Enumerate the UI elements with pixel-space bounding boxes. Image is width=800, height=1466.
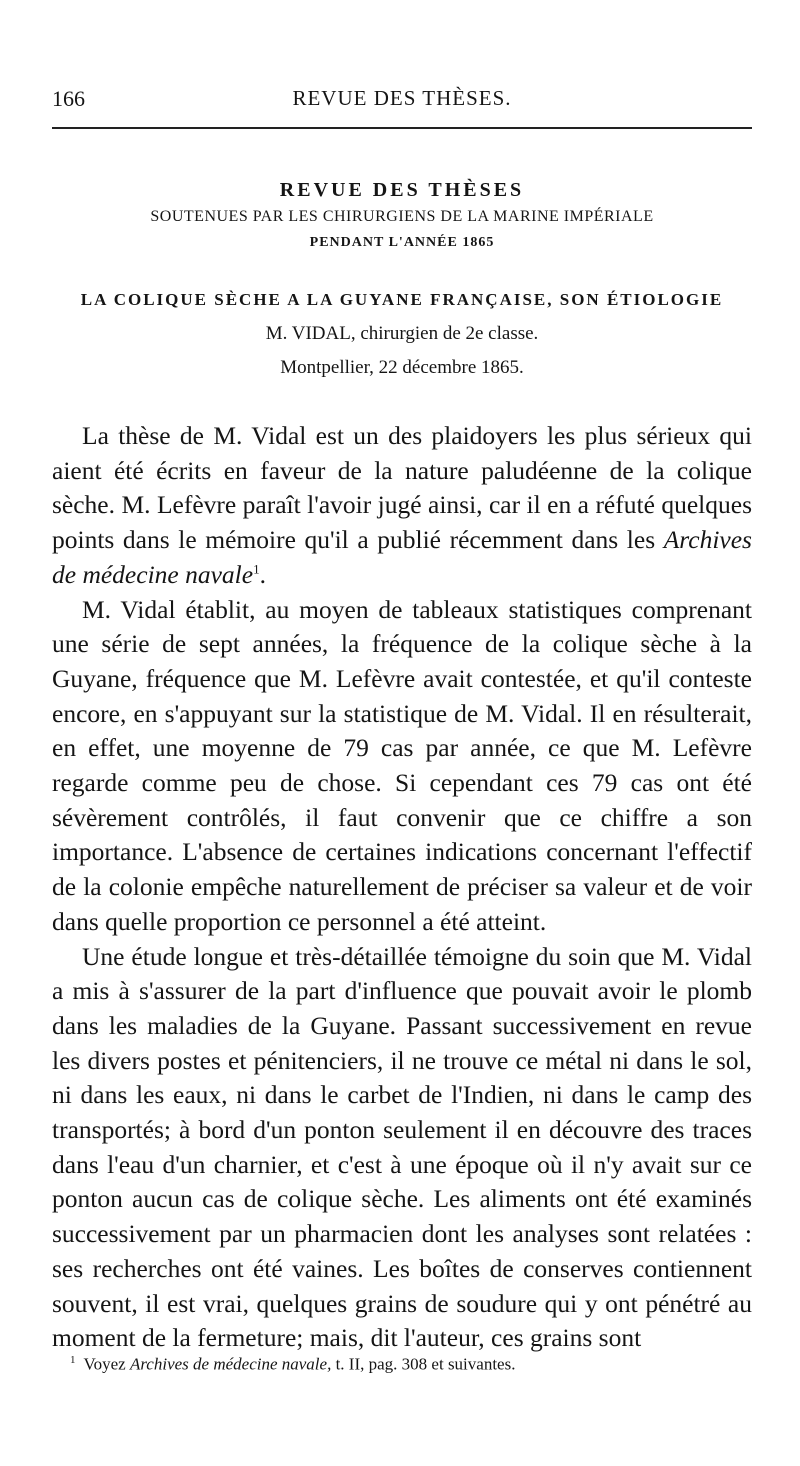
- footnote-journal-title: Archives de médecine navale,: [129, 1354, 332, 1374]
- title-block: [52, 178, 752, 380]
- thesis-place-date: Montpellier, 22 décembre 1865.: [280, 357, 524, 378]
- paragraph-1: [52, 419, 752, 593]
- footnote: [70, 1348, 752, 1377]
- footnote-text: Voyez: [83, 1354, 130, 1374]
- paragraph-1-end: .: [259, 559, 266, 589]
- journal-title: Archives de médecine navale: [52, 525, 752, 589]
- paragraph-3: Une étude longue et très-détaillée témoigne du soin que M. Vidal a mis à s'assurer de la part d'influence que pouvait avoir le plomb dans les maladies de la Guyane. Passant successivement en revue les divers postes et pénitenciers, il ne trouve ce métal ni dans le sol, ni dans les eaux, ni dans le carbet de l'Indien, ni dans le camp des transportés; à bord d'un ponton seulement il en découvre des traces dans l'eau d'un charnier, et c'est à une époque où il n'y avait sur ce ponton aucun cas de colique sèche. Les aliments ont été examinés successivement par un pharmacien dont les analyses sont relatées : ses recherches ont été vaines. Les boîtes de conserves contiennent souvent, il est vrai, quelques grains de soudure qui y ont pénétré au moment de la fermeture; mais, dit l'auteur, ces grains sont: [52, 941, 752, 1353]
- section-subtitle: SOUTENUES PAR LES CHIRURGIENS DE LA MARINE IMPÉRIALE: [150, 208, 654, 225]
- section-year: PENDANT L'ANNÉE 1865: [309, 235, 495, 250]
- footnote-text-end: t. II, pag. 308 et suivantes.: [331, 1354, 516, 1374]
- thesis-title: LA COLIQUE SÈCHE A LA GUYANE FRANÇAISE, SON ÉTIOLOGIE: [80, 290, 724, 309]
- section-title: REVUE DES THÈSES: [279, 179, 525, 201]
- footnote-mark: 1: [70, 1354, 76, 1366]
- header-rule: [52, 127, 752, 129]
- page-number: 166: [52, 86, 85, 111]
- running-header: [52, 86, 752, 116]
- body-text: [52, 419, 752, 1356]
- paragraph-1-text: La thèse de M. Vidal est un des plaidoyers les plus sérieux qui aient été écrits en faveur de la nature paludéenne de la colique sèche. M. Lefèvre paraît l'avoir jugé ainsi, car il en a réfuté quelques points dans le mémoire qu'il a publié récemment dans les: [52, 421, 752, 555]
- paragraph-2: M. Vidal établit, au moyen de tableaux statistiques comprenant une série de sept années, la fréquence de la colique sèche à la Guyane, fréquence que M. Lefèvre avait contestée, et qu'il conteste encore, en s'appuyant sur la statistique de M. Vidal. Il en résulterait, en effet, une moyenne de 79 cas par année, ce que M. Lefèvre regarde comme peu de chose. Si cependant ces 79 cas ont été sévèrement contrôlés, il faut convenir que ce chiffre a son importance. L'absence de certaines indications concernant l'effectif de la colonie empêche naturellement de préciser sa valeur et de voir dans quelle proportion ce personnel a été atteint.: [52, 594, 752, 936]
- running-title: REVUE DES THÈSES.: [292, 86, 512, 110]
- footnote-reference: 1: [253, 561, 260, 577]
- thesis-author: M. VIDAL, chirurgien de 2e classe.: [265, 323, 539, 344]
